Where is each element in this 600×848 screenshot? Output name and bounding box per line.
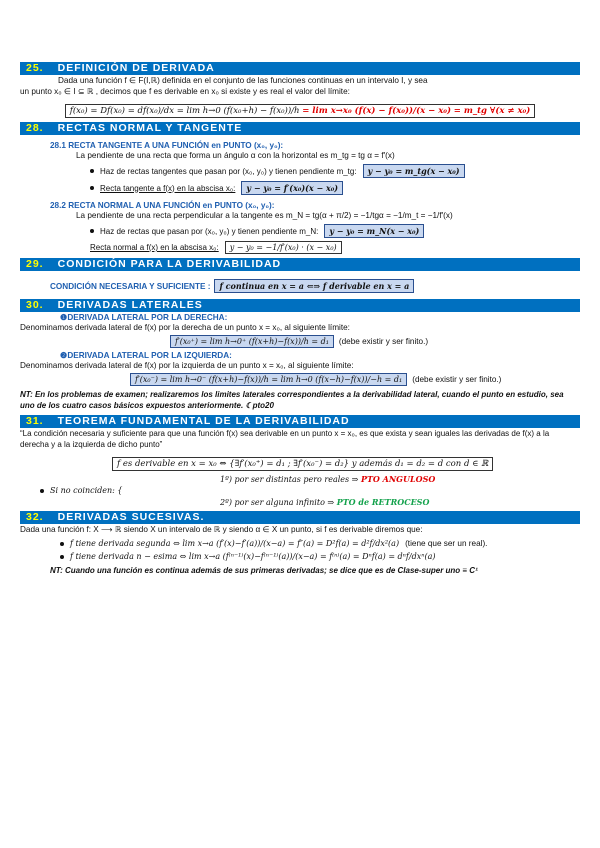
s31-case-1: 1º) por ser distintas pero reales ⇒ PTO ANGULOSO (220, 474, 436, 484)
s32-note: NT: Cuando una función es continua además de sus primeras derivadas; se dice que es de Clase-super uno ≡ C¹ (50, 566, 478, 575)
s32-intro: Dada una función f: X ⟶ ℝ siendo X un intervalo de ℝ y siendo α ∈ X un punto, si f es derivable diremos que: (20, 525, 423, 534)
s28-sub2-box-1: y − y₀ = m_N(x − x₀) (324, 224, 424, 238)
s28-sub2-bullet-2: Recta normal a f(x) en la abscisa x₀: y − y₀ = −1/f′(x₀) · (x − x₀) (20, 241, 580, 254)
s28-sub1-box-1: y − y₀ = m_tg(x − x₀) (363, 164, 465, 178)
s28-sub1-bullet-1: Haz de rectas tangentes que pasan por (x₀, y₀) y tienen pendiente m_tg: y − y₀ = m_tg(x − x₀) (20, 164, 580, 178)
s28-sub2-text: La pendiente de una recta perpendicular a la tangente es m_N = tg(α + π/2) = −1/tgα = −1/m_t = −1/f′(x) (76, 211, 453, 220)
s28-sub1-text: La pendiente de una recta que forma un ángulo α con la horizontal es m_tg = tg α = f′(x) (76, 151, 395, 160)
s29-condition: CONDICIÓN NECESARIA Y SUFICIENTE : f continua en x = a ⇐⇒ f derivable en x = a (20, 279, 580, 293)
s28-sub1-bullet-2: Recta tangente a f(x) en la abscisa x₀: y − y₀ = f′(x₀)(x − x₀) (20, 181, 580, 195)
s31-case-2: 2º) por ser alguna infinito ⇒ PTO de RETROCESO (220, 497, 430, 507)
s28-sub1-title: 28.1 RECTA TANGENTE A UNA FUNCIÓN en PUNTO (x₀, y₀): (50, 141, 284, 150)
bullet-icon (40, 489, 44, 493)
s31-quote: “La condición necesaria y suficiente para que una función f(x) sea derivable en un punto x = x₀, es que exista y sean iguales las derivadas de f(x) a la derecha y a la izquierda de dicho punto” (20, 429, 550, 449)
s30-text1: Denominamos derivada lateral de f(x) por la derecha de un punto x = x₀, al siguiente límite: (20, 323, 350, 332)
bullet-icon (90, 186, 94, 190)
s32-bullet-1: f tiene derivada segunda ⇔ lim x→a (f′(x)−f′(a))/(x−a) = f″(a) = D²f(a) = d²f/dx²(a) (tiene que ser un real). (20, 538, 580, 549)
s29-box: f continua en x = a ⇐⇒ f derivable en x = a (214, 279, 414, 293)
s31-box-wrap (20, 453, 580, 471)
section-header-31: 31. TEOREMA FUNDAMENTAL DE LA DERIVABILIDAD (20, 415, 580, 428)
section-header-32: 32. DERIVADAS SUCESIVAS. (20, 511, 580, 524)
s32-bullet-2: f tiene derivada n − esima ⇔ lim x→a (f⁽ⁿ⁻¹⁾(x)−f⁽ⁿ⁻¹⁾(a))/(x−a) = f⁽ⁿ⁾(a) = Dⁿf(a) = dⁿf/dxⁿ(a) (20, 552, 580, 561)
s28-sub2-title: 28.2 RECTA NORMAL A UNA FUNCIÓN en PUNTO (x₀, y₀): (50, 201, 275, 210)
s31-no-coinciden: Si no coinciden: { (20, 486, 580, 495)
section-header-25: 25. DEFINICIÓN DE DERIVADA (20, 62, 580, 75)
bullet-icon (90, 229, 94, 233)
s30-sub1-title: ❶DERIVADA LATERAL POR LA DERECHA: (60, 313, 228, 322)
s30-formula-2: f′(x₀⁻) = lim h→0⁻ (f(x+h)−f(x))/h = lim h→0 (f(x−h)−f(x))/−h = d₁ (debe existir y ser finito.) (20, 373, 580, 386)
section-header-28: 28. RECTAS NORMAL Y TANGENTE (20, 122, 580, 135)
s25-intro-1: Dada una función f ∈ F(I,ℝ) definida en el conjunto de las funciones continuas en un intervalo I, y sea (58, 76, 428, 85)
document-page (20, 58, 580, 584)
bullet-icon (90, 169, 94, 173)
s28-sub2-box-2: y − y₀ = −1/f′(x₀) · (x − x₀) (225, 241, 342, 254)
s25-formula-a: f(x₀) = Df(x₀) = df(x₀)/dx = lim h→0 (f(x₀+h) − f(x₀))/h (69, 106, 300, 116)
s25-intro-2: un punto x₀ ∈ I ⊆ ℝ , decimos que f es derivable en x₀ si existe y es real el valor del límite: (20, 87, 350, 96)
bullet-icon (60, 555, 64, 559)
section-header-29: 29. CONDICIÓN PARA LA DERIVABILIDAD (20, 258, 580, 271)
section-header-30: 30. DERIVADAS LATERALES (20, 299, 580, 312)
s31-box: f es derivable en x = x₀ ⇔ {∃f′(x₀⁺) = d₁ ; ∃f′(x₀⁻) = d₂} y además d₁ = d₂ = d con d ∈ ℝ (112, 457, 493, 471)
s25-formula-c: = m_tg ∀(x ≠ x₀) (453, 106, 531, 116)
s30-formula-1: f′(x₀⁺) = lim h→0⁺ (f(x+h)−f(x))/h = d₁ (debe existir y ser finito.) (20, 335, 580, 348)
s30-note: NT: En los problemas de examen; realizaremos los limites laterales correspondientes a la derivabilidad lateral, cuando el punto en estudio, sea uno de los cuatro casos básicos expuestos anteriormente. ☾pto20 (20, 390, 564, 410)
s25-formula-box (20, 100, 580, 118)
s30-text2: Denominamos derivada lateral de f(x) por la izquierda de un punto x = x₀, al siguiente límite: (20, 361, 354, 370)
s28-sub2-bullet-1: Haz de rectas que pasan por (x₀, y₀) y tienen pendiente m_N: y − y₀ = m_N(x − x₀) (20, 224, 580, 238)
s25-formula-b: = lim x→x₀ (f(x) − f(x₀))/(x − x₀) (302, 106, 452, 116)
s28-sub1-box-2: y − y₀ = f′(x₀)(x − x₀) (241, 181, 343, 195)
s30-sub2-title: ❷DERIVADA LATERAL POR LA IZQUIERDA: (60, 351, 232, 360)
bullet-icon (60, 542, 64, 546)
